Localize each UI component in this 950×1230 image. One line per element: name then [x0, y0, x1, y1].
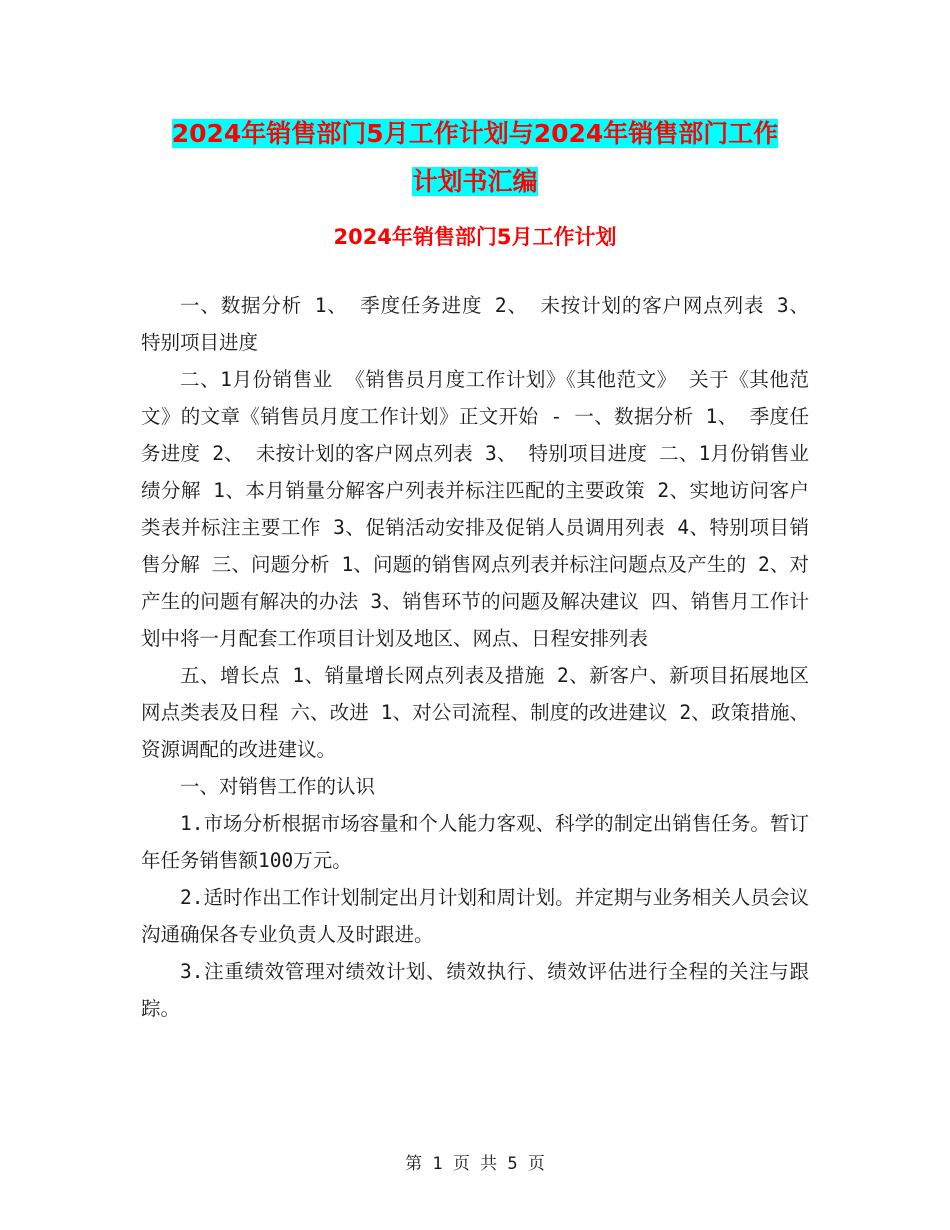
- paragraph: 五、增长点 1、销量增长网点列表及措施 2、新客户、新项目拓展地区网点类表及日程 六、改进 1、对公司流程、制度的改进建议 2、政策措施、资源调配的改进建议。: [141, 664, 809, 761]
- paragraph: 1.市场分析根据市场容量和个人能力客观、科学的制定出销售任务。暂订年任务销售额100万元。: [141, 812, 809, 872]
- title-line-1: 2024年销售部门5月工作计划与2024年销售部门工作: [171, 119, 779, 148]
- title-line-2: 计划书汇编: [412, 167, 538, 196]
- page-footer: 第 1 页 共 5 页: [405, 1154, 545, 1174]
- paragraph: 一、数据分析 1、 季度任务进度 2、 未按计划的客户网点列表 3、 特别项目进度: [141, 294, 809, 354]
- paragraph: 二、1月份销售业 《销售员月度工作计划》《其他范文》 关于《其他范文》的文章《销售员月度工作计划》正文开始 - 一、数据分析 1、 季度任务进度 2、 未按计划的客户网点列表 3、 特别项目进度 二、1月份销售业绩分解 1、本月销量分解客户列表并标注匹配的主要政策 2、实地访问客户类表并标注主要工作 3、促销活动安排及促销人员调用列表 4、特别项目销售分解 三、问题分析 1、问题的销售网点列表并标注问题点及产生的 2、对产生的问题有解决的办法 3、销售环节的问题及解决建议 四、销售月工作计划中将一月配套工作项目计划及地区、网点、日程安排列表: [141, 368, 809, 650]
- paragraph: 一、对销售工作的认识: [180, 775, 376, 798]
- document-body: [141, 287, 809, 1027]
- section-title: 2024年销售部门5月工作计划: [333, 225, 617, 249]
- paragraph: 2.适时作出工作计划制定出月计划和周计划。并定期与业务相关人员会议沟通确保各专业负责人及时跟进。: [141, 886, 809, 946]
- paragraph: 3.注重绩效管理对绩效计划、绩效执行、绩效评估进行全程的关注与跟踪。: [141, 960, 809, 1020]
- document-title: [100, 110, 850, 206]
